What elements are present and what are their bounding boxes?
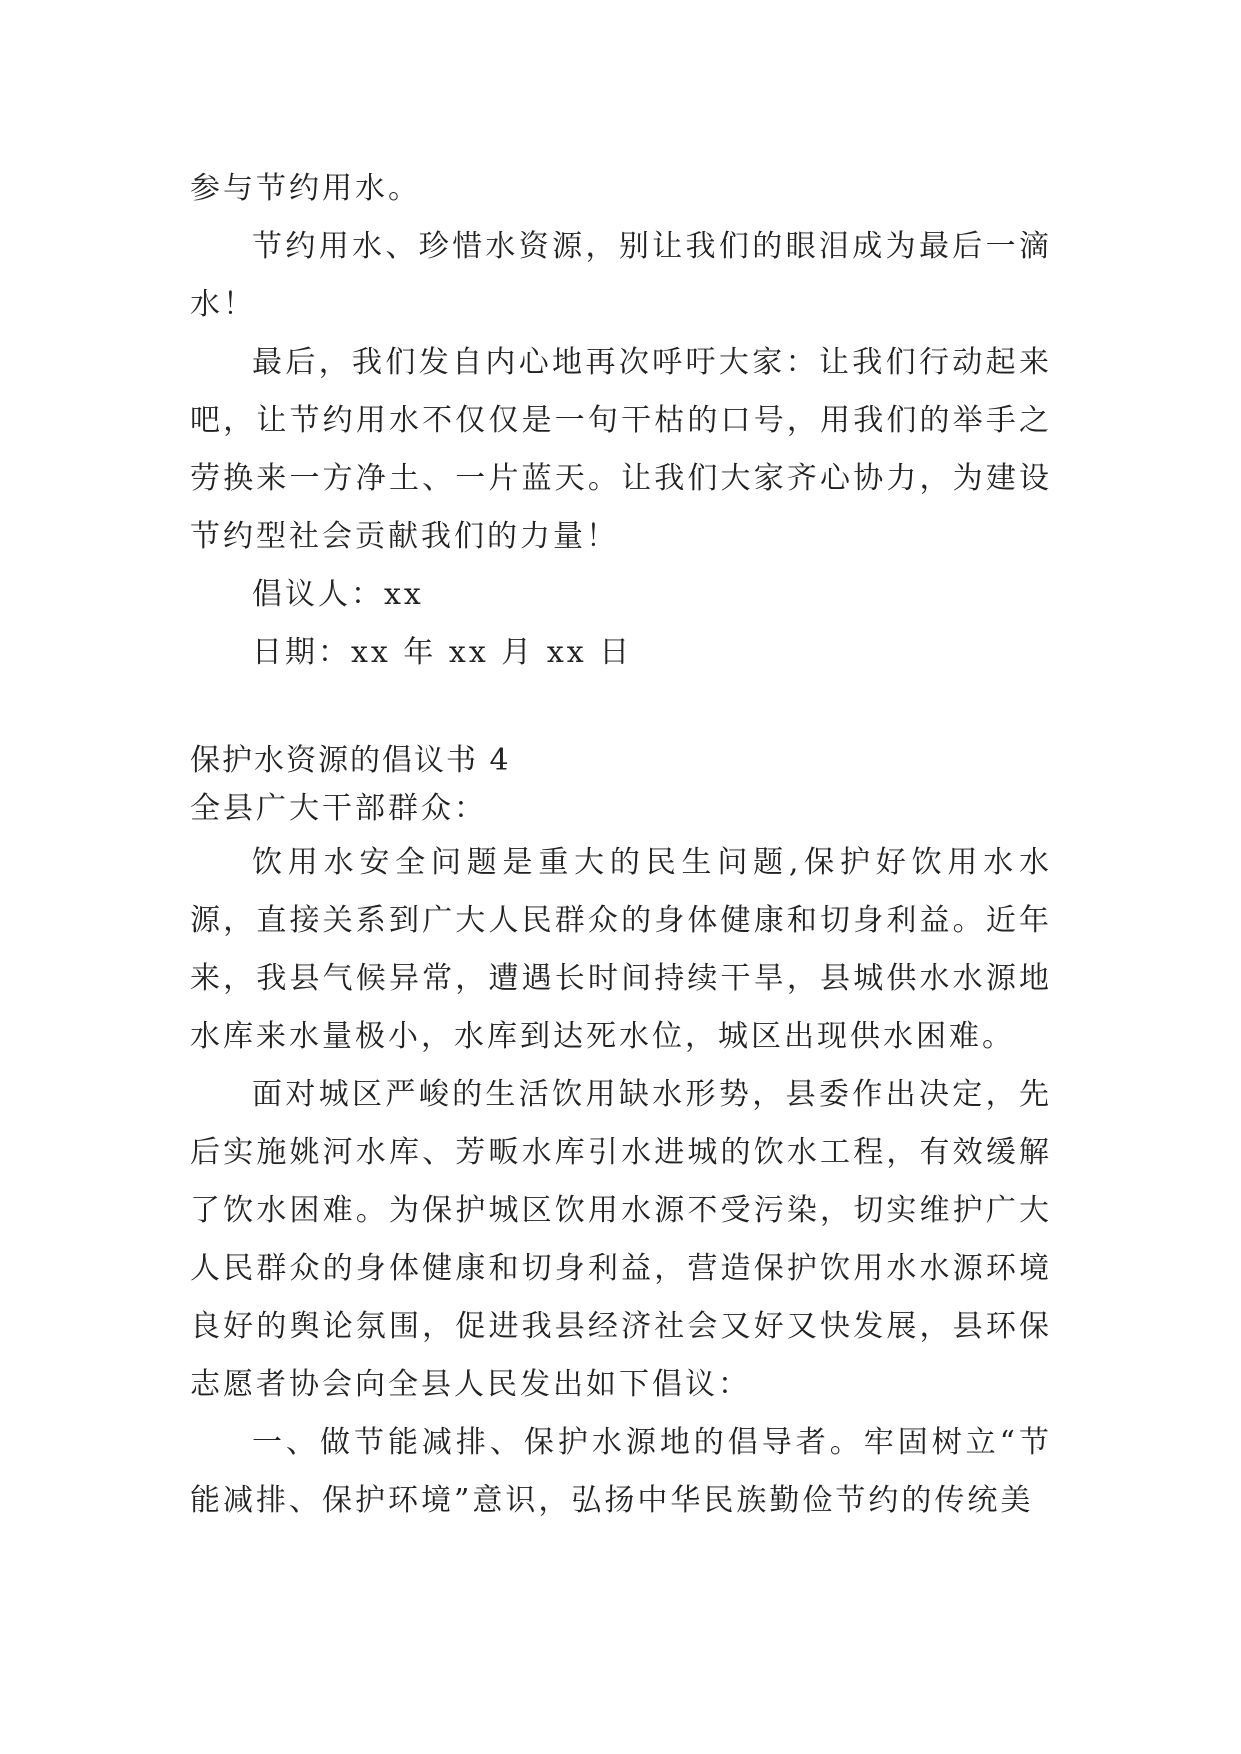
paragraph-county-decision: 面对城区严峻的生活饮用缺水形势，县委作出决定，先后实施姚河水库、芳畈水库引水进城的饮水工程，有效缓解了饮水困难。为保护城区饮用水源不受污染，切实维护广大人民群众的身体健康和切身利益，营造保护饮用水水源环境良好的舆论氛围，促进我县经济社会又好又快发展，县环保志愿者协会向全县人民发出如下倡议：	[190, 1077, 1052, 1402]
document-page	[190, 160, 1052, 1530]
paragraph-drinking-water-safety: 饮用水安全问题是重大的民生问题,保护好饮用水水源，直接关系到广大人民群众的身体健康和切身利益。近年来，我县气候异常，遭遇长时间持续干旱，县城供水水源地水库来水量极小，水库到达死水位，城区出现供水困难。	[190, 845, 1052, 1054]
paragraph-save-water: 节约用水、珍惜水资源，别让我们的眼泪成为最后一滴水！	[190, 229, 1052, 322]
salutation: 全县广大干部群众：	[190, 791, 487, 826]
date-line: 日期：xx 年 xx 月 xx 日	[252, 635, 633, 670]
paragraph-continuation: 参与节约用水。	[190, 171, 421, 206]
paragraph-proposal-one: 一、做节能减排、保护水源地的倡导者。牢固树立“节能减排、保护环境”意识，弘扬中华民族勤俭节约的传统美	[190, 1425, 1052, 1518]
signer-line: 倡议人：xx	[252, 577, 424, 612]
paragraph-closing-appeal: 最后，我们发自内心地再次呼吁大家：让我们行动起来吧，让节约用水不仅仅是一句干枯的口号，用我们的举手之劳换来一方净土、一片蓝天。让我们大家齐心协力，为建设节约型社会贡献我们的力量！	[190, 345, 1052, 554]
section-title: 保护水资源的倡议书 4	[190, 743, 511, 778]
